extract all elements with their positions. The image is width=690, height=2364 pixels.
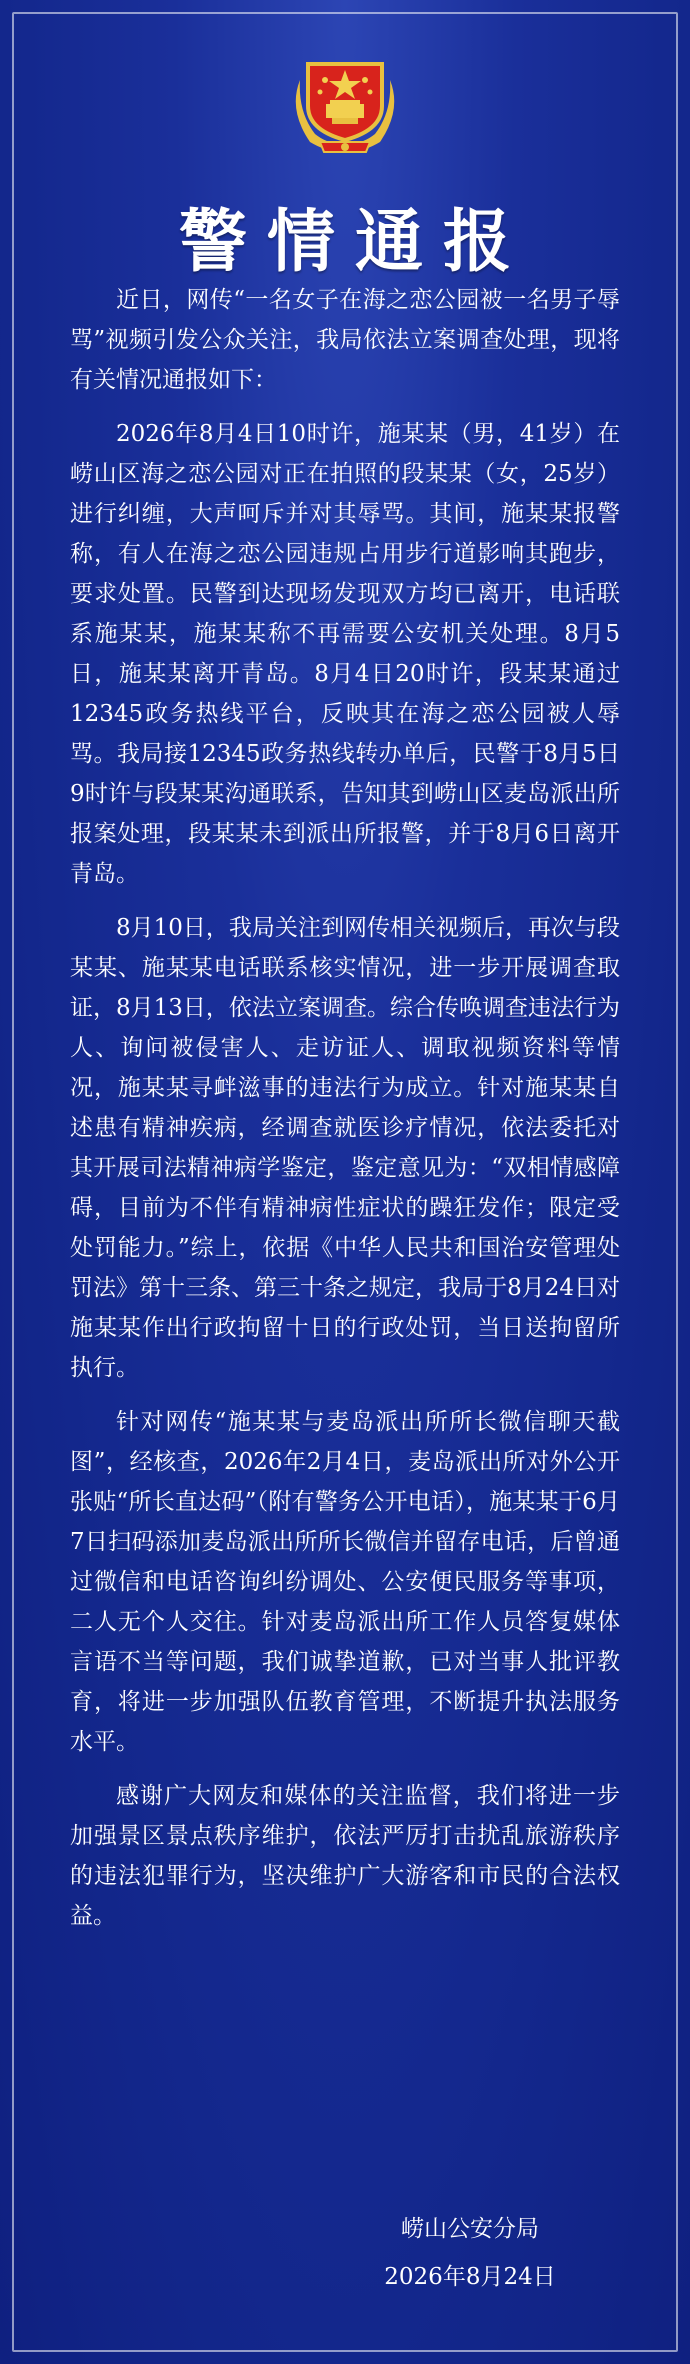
page-title: 警情通报 xyxy=(178,202,531,282)
paragraph-intro: 近日，网传“一名女子在海之恋公园被一名男子辱骂”视频引发公众关注，我局依法立案调查处理，现将有关情况通报如下： xyxy=(70,287,620,393)
notice-body xyxy=(70,280,620,1950)
paragraph-investigation: 8月10日，我局关注到网传相关视频后，再次与段某某、施某某电话联系核实情况，进一步开展调查取证，8月13日，依法立案调查。综合传唤调查违法行为人、询问被侵害人、走访证人、调取视频资料等情况，施某某寻衅滋事的违法行为成立。针对施某某自述患有精神疾病，经调查就医诊疗情况，依法委托对其开展司法精神病学鉴定，鉴定意见为：“双相情感障碍，目前为不伴有精神病性症状的躁狂发作；限定受处罚能力。”综上，依据《中华人民共和国治安管理处罚法》第十三条、第三十条之规定，我局于8月24日对施某某作出行政拘留十日的行政处罚，当日送拘留所执行。 xyxy=(70,915,620,1381)
paragraph-incident: 2026年8月4日10时许，施某某（男，41岁）在崂山区海之恋公园对正在拍照的段某某（女，25岁）进行纠缠，大声呵斥并对其辱骂。其间，施某某报警称，有人在海之恋公园违规占用步行道影响其跑步，要求处置。民警到达现场发现双方均已离开，电话联系施某某，施某某称不再需要公安机关处理。8月5日，施某某离开青岛。8月4日20时许，段某某通过12345政务热线平台，反映其在海之恋公园被人辱骂。我局接12345政务热线转办单后，民警于8月5日9时许与段某某沟通联系，告知其到崂山区麦岛派出所报案处理，段某某未到派出所报警，并于8月6日离开青岛。 xyxy=(70,421,620,887)
paragraph-chat-screenshot: 针对网传“施某某与麦岛派出所所长微信聊天截图”，经核查，2026年2月4日，麦岛派出所对外公开张贴“所长直达码”（附有警务公开电话），施某某于6月7日扫码添加麦岛派出所所长微信并留存电话，后曾通过微信和电话咨询纠纷调处、公安便民服务等事项，二人无个人交往。针对麦岛派出所工作人员答复媒体言语不当等问题，我们诚挚道歉，已对当事人批评教育，将进一步加强队伍教育管理，不断提升执法服务水平。 xyxy=(70,1409,620,1755)
signature-date: 2026年8月24日 xyxy=(384,2264,556,2290)
signature-issuer: 崂山公安分局 xyxy=(401,2216,539,2242)
signature-block xyxy=(360,2205,580,2301)
paragraph-thanks: 感谢广大网友和媒体的关注监督，我们将进一步加强景区景点秩序维护，依法严厉打击扰乱旅游秩序的违法犯罪行为，坚决维护广大游客和市民的合法权益。 xyxy=(70,1783,620,1929)
police-emblem-icon xyxy=(280,50,410,160)
